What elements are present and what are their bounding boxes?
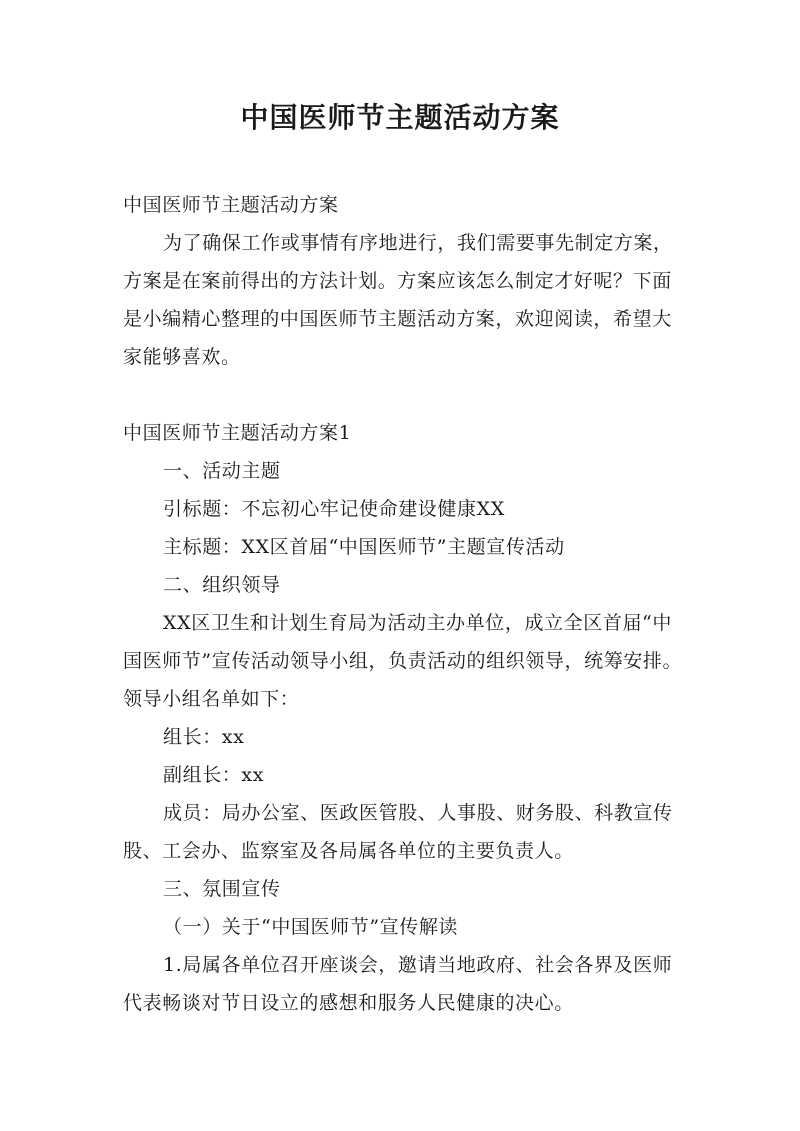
heading-activity-theme: 一、活动主题 bbox=[163, 460, 281, 482]
document-body bbox=[123, 186, 685, 1022]
lead-title-line: 引标题：不忘初心牢记使命建设健康XX bbox=[163, 498, 505, 520]
document-title: 中国医师节主题活动方案 bbox=[240, 101, 560, 134]
document-subtitle: 中国医师节主题活动方案 bbox=[123, 194, 339, 216]
main-title-line: 主标题：XX区首届“中国医师节”主题宣传活动 bbox=[163, 536, 565, 558]
item-1-paragraph: 1.局属各单位召开座谈会，邀请当地政府、社会各界及医师代表畅谈对节日设立的感想和服务人民健康的决心。 bbox=[123, 954, 673, 1014]
subheading-interpretation: （一）关于“中国医师节”宣传解读 bbox=[163, 916, 459, 938]
organization-paragraph: XX区卫生和计划生育局为活动主办单位，成立全区首届“中国医师节”宣传活动领导小组，负责活动的组织领导，统筹安排。领导小组名单如下： bbox=[123, 612, 683, 710]
section-title: 中国医师节主题活动方案1 bbox=[123, 422, 352, 444]
deputy-leader-line: 副组长：xx bbox=[163, 764, 265, 786]
heading-atmosphere: 三、氛围宣传 bbox=[163, 878, 281, 900]
intro-paragraph: 为了确保工作或事情有序地进行，我们需要事先制定方案，方案是在案前得出的方法计划。方案应该怎么制定才好呢？下面是小编精心整理的中国医师节主题活动方案，欢迎阅读，希望大家能够喜欢。 bbox=[123, 232, 673, 368]
members-paragraph: 成员：局办公室、医政医管股、人事股、财务股、科教宣传股、工会办、监察室及各局属各单位的主要负责人。 bbox=[123, 802, 673, 862]
paragraph-gap bbox=[123, 376, 685, 414]
heading-organization: 二、组织领导 bbox=[163, 574, 281, 596]
leader-line: 组长：xx bbox=[163, 726, 245, 748]
